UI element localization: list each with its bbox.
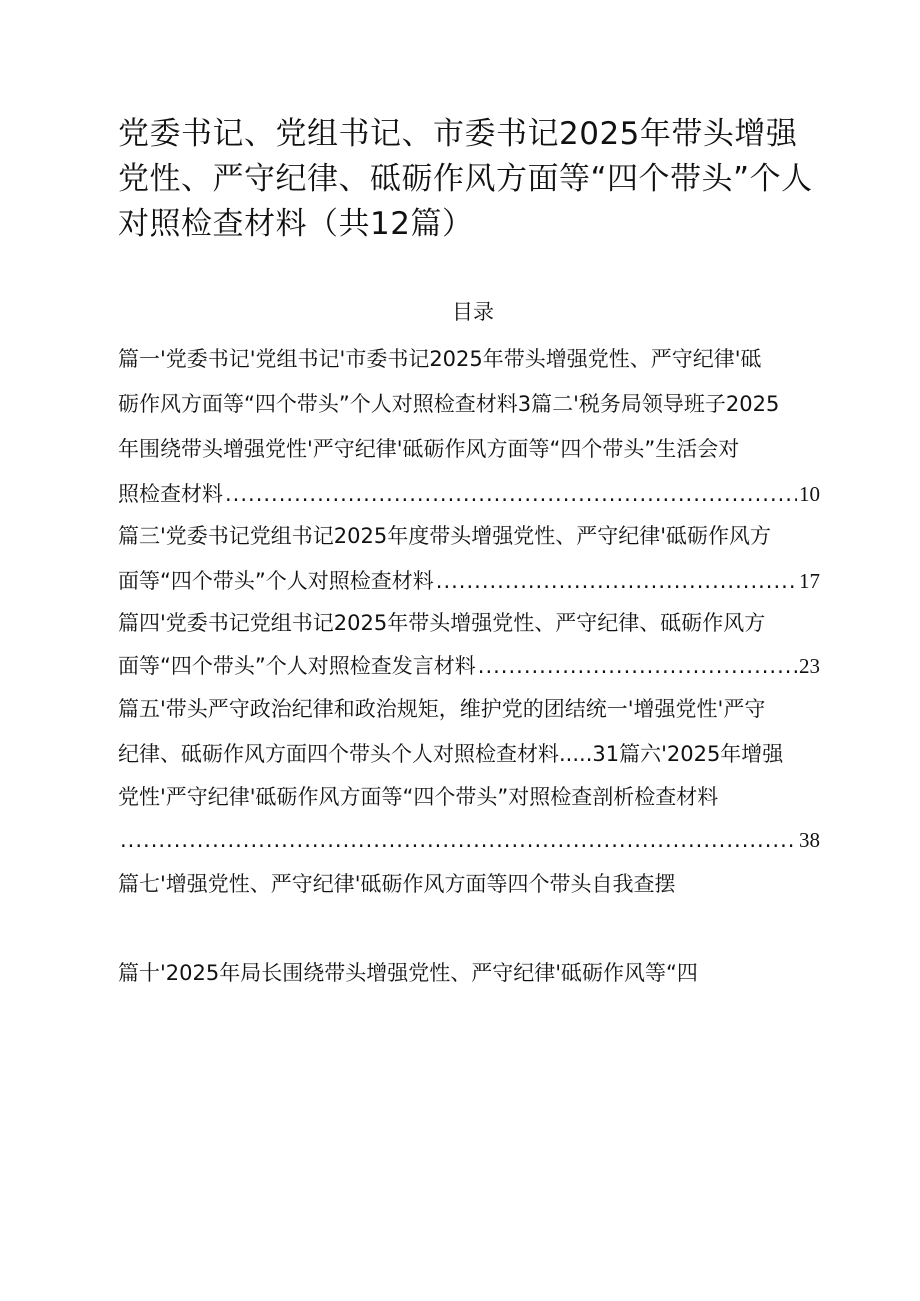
toc-page-number: 17 — [799, 569, 820, 593]
toc-line — [118, 782, 830, 812]
toc-line-text: 篇一'党委书记'党组书记'市委书记2025年带头增强党性、严守纪律'砥 — [118, 347, 762, 371]
toc-line-text: 篇四'党委书记党组书记2025年带头增强党性、严守纪律、砥砺作风方 — [118, 611, 766, 635]
toc-line-text: 年围绕带头增强党性'严守纪律'砥砺作风方面等“四个带头”生活会对 — [118, 437, 740, 461]
toc-line — [118, 521, 830, 551]
toc-entry-with-page[interactable] — [118, 566, 820, 596]
toc-entry-with-page[interactable] — [118, 479, 820, 509]
toc-line — [118, 958, 830, 988]
toc-line — [118, 389, 830, 419]
toc-line — [118, 694, 830, 724]
toc-line — [118, 739, 830, 769]
document-title: 党委书记、党组书记、市委书记2025年带头增强党性、严守纪律、砥砺作风方面等“四个带头”个人对照检查材料（共12篇） — [118, 116, 813, 242]
toc-page-number: 38 — [799, 828, 820, 852]
toc-line-text: 篇五'带头严守政治纪律和政治规矩，维护党的团结统一'增强党性'严守 — [118, 697, 766, 721]
toc-entry-with-page[interactable] — [118, 825, 820, 855]
dot-leader — [225, 479, 797, 509]
toc-line-text: 篇三'党委书记党组书记2025年度带头增强党性、严守纪律'砥砺作风方 — [118, 524, 771, 548]
toc-line — [118, 434, 830, 464]
toc-line — [118, 608, 830, 638]
toc-line-text: 篇七'增强党性、严守纪律'砥砺作风方面等四个带头自我查摆 — [118, 872, 676, 896]
dot-leader — [478, 651, 797, 681]
toc-page-number: 23 — [799, 654, 820, 678]
toc-line — [118, 869, 830, 899]
dot-leader — [436, 566, 797, 596]
toc-line-text: 党性'严守纪律'砥砺作风方面等“四个带头”对照检查剖析检查材料 — [118, 785, 719, 809]
toc-entry-with-page[interactable] — [118, 651, 820, 681]
toc-line-text: 面等“四个带头”个人对照检查发言材料 — [118, 654, 476, 678]
toc-line-text: 砺作风方面等“四个带头”个人对照检查材料3篇二'税务局领导班子2025 — [118, 392, 780, 416]
toc-line-text: 面等“四个带头”个人对照检查材料 — [118, 569, 434, 593]
dot-leader — [120, 825, 797, 855]
toc-line-text: 篇十'2025年局长围绕带头增强党性、严守纪律'砥砺作风等“四 — [118, 961, 698, 985]
toc-heading: 目录 — [452, 300, 494, 324]
toc-line-text: 纪律、砥砺作风方面四个带头个人对照检查材料.....31篇六'2025年增强 — [118, 742, 784, 766]
toc-page-number: 10 — [799, 482, 820, 506]
toc-line-text: 照检查材料 — [118, 482, 223, 506]
toc-line — [118, 344, 830, 374]
